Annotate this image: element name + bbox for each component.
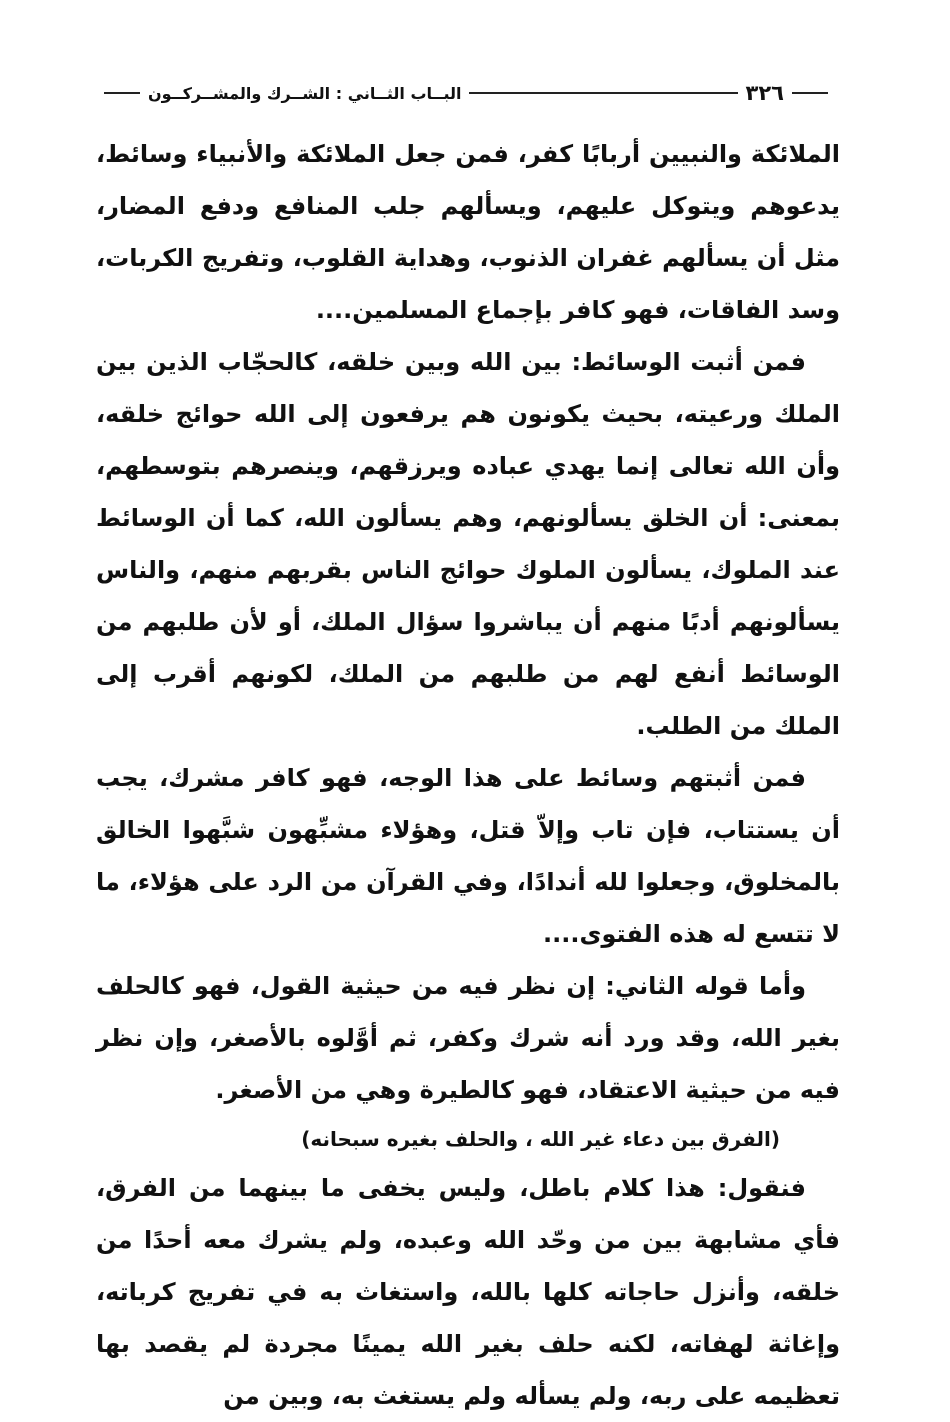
paragraph-3: فمن أثبتهم وسائط على هذا الوجه، فهو كافر مشرك، يجب أن يستتاب، فإن تاب وإلاّ قتل، وهؤلاء مشبِّهون شبَّهوا الخالق بالمخلوق، وجعلوا لله أندادًا، وفي القرآن من الرد على هؤلاء، ما لا تتسع له هذه الفتوى....: [96, 764, 840, 948]
paragraph-1: الملائكة والنبيين أربابًا كفر، فمن جعل الملائكة والأنبياء وسائط، يدعوهم ويتوكل عليهم، ويسألهم جلب المنافع ودفع المضار، مثل أن يسألهم غفران الذنوب، وهداية القلوب، وتفريج الكربات، وسد الفاقات، فهو كافر بإجماع المسلمين....: [96, 140, 840, 324]
header-rule-right: [792, 92, 828, 94]
running-header: [96, 78, 836, 108]
header-rule-middle: [469, 92, 737, 94]
header-rule-left: [104, 92, 140, 94]
page-number: ٣٢٦: [745, 81, 784, 105]
chapter-title: البــاب الثــاني : الشــرك والمشــركــون: [148, 83, 462, 103]
main-text: [96, 128, 840, 1422]
section-subheading: (الفرق بين دعاء غير الله ، والحلف بغيره سبحانه): [301, 1127, 780, 1151]
paragraph-4: وأما قوله الثاني: إن نظر فيه من حيثية القول، فهو كالحلف بغير الله، وقد ورد أنه شرك وكفر، ثم أوَّلوه بالأصغر، وإن نظر فيه من حيثية الاعتقاد، فهو كالطيرة وهي من الأصغر.: [96, 972, 840, 1104]
paragraph-2: فمن أثبت الوسائط: بين الله وبين خلقه، كالحجّاب الذين بين الملك ورعيته، بحيث يكونون هم يرفعون إلى الله حوائج خلقه، وأن الله تعالى إنما يهدي عباده ويرزقهم، وينصرهم بتوسطهم، بمعنى: أن الخلق يسألونهم، وهم يسألون الله، كما أن الوسائط عند الملوك، يسألون الملوك حوائج الناس بقربهم منهم، والناس يسألونهم أدبًا منهم أن يباشروا سؤال الملك، أو لأن طلبهم من الوسائط أنفع لهم من طلبهم من الملك، لكونهم أقرب إلى الملك من الطلب.: [96, 348, 840, 740]
paragraph-5: فنقول: هذا كلام باطل، وليس يخفى ما بينهما من الفرق، فأي مشابهة بين من وحّد الله وعبده، ولم يشرك معه أحدًا من خلقه، وأنزل حاجاته كلها بالله، واستغاث به في تفريج كرباته، وإغاثة لهفاته، لكنه حلف بغير الله يمينًا مجردة لم يقصد بها تعظيمه على ربه، ولم يسأله ولم يستغث به، وبين من: [96, 1174, 840, 1410]
